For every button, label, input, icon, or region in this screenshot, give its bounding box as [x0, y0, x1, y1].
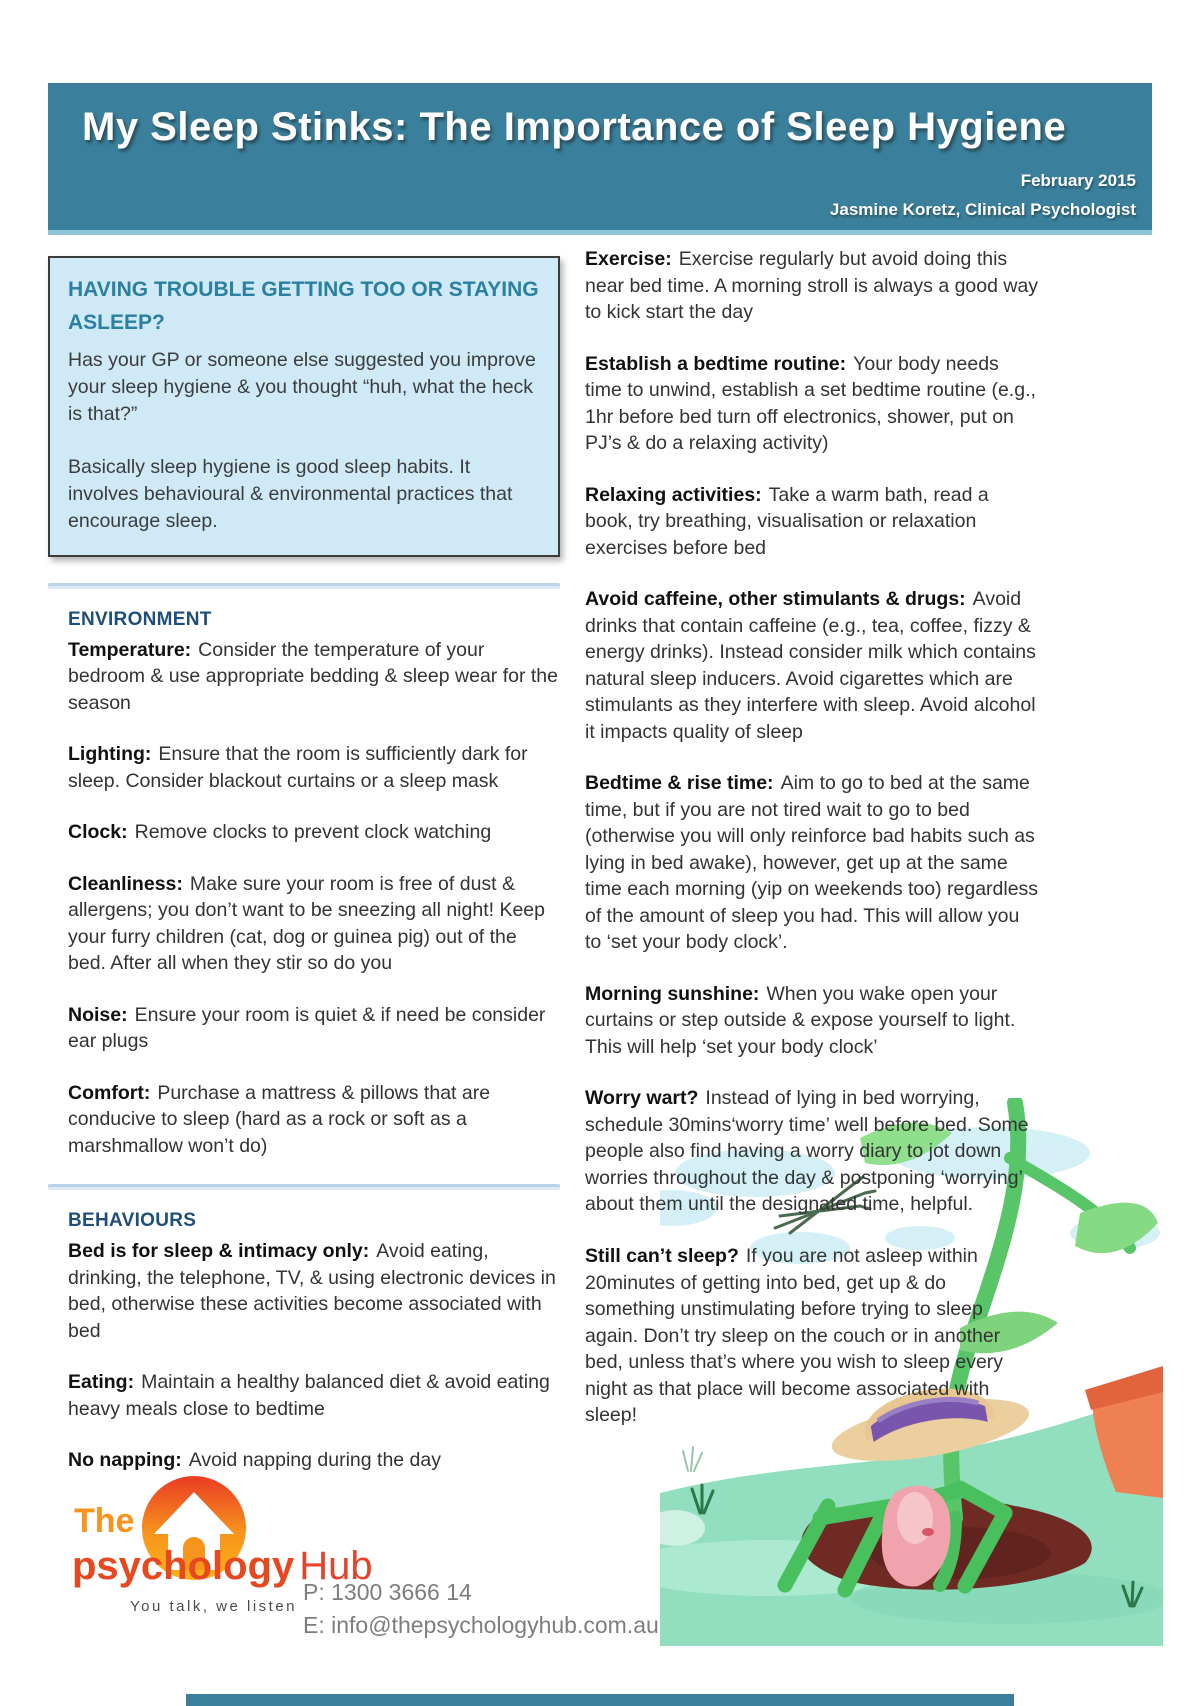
item-text: Avoid napping during the day [188, 1449, 441, 1472]
tip-item [585, 981, 1040, 1061]
intro-paragraph: Basically sleep hygiene is good sleep habits. It involves behavioural & environmental practices that encourage sleep. [68, 455, 513, 532]
behaviours-heading: BEHAVIOURS [68, 1210, 197, 1232]
item-text: Avoid drinks that contain caffeine (e.g., tea, coffee, fizzy & energy drinks). Instead consider milk which contains natural sleep inducers. Avoid cigarettes which are stimulants as they interfere with sleep. Avoid alcohol it impacts quality of sleep [585, 588, 1036, 743]
item-label: Still can’t sleep? [585, 1244, 739, 1267]
item-text: Take a warm bath, read a book, try breathing, visualisation or relaxation exercises before bed [585, 483, 989, 559]
contact-phone: P: 1300 3666 14 [303, 1579, 472, 1605]
item-label: Relaxing activities: [585, 483, 762, 506]
section-divider [48, 583, 560, 589]
item-label: Cleanliness: [68, 872, 183, 895]
environment-item [68, 1002, 560, 1055]
byline [830, 167, 1136, 225]
header-date: February 2015 [1020, 171, 1136, 190]
page-title: My Sleep Stinks: The Importance of Sleep Hygiene [82, 105, 1067, 149]
item-text: If you are not asleep within 20minutes of getting into bed, get up & do something unstimulating before trying to sleep again. Don’t try sleep on the couch or in another bed, unless that’s where you wish to sleep every night as that place will become associated with sleep! [585, 1244, 1004, 1427]
header-banner [48, 83, 1152, 235]
item-text: Your body needs time to unwind, establish a set bedtime routine (e.g., 1hr before bed turn off electronics, shower, put on PJ’s & do a relaxing activity) [585, 352, 1036, 455]
right-column [585, 246, 1040, 1454]
item-label: Eating: [68, 1371, 135, 1394]
item-label: Establish a bedtime routine: [585, 352, 847, 375]
item-label: Temperature: [68, 638, 192, 661]
tip-item [585, 351, 1040, 457]
logo-text-hub: Hub [299, 1544, 373, 1588]
item-label: No napping: [68, 1449, 182, 1472]
behaviours-item [68, 1238, 560, 1344]
intro-heading: HAVING TROUBLE GETTING TOO OR STAYING ASLEEP? [68, 278, 539, 334]
contact-details [303, 1576, 659, 1641]
tip-item [585, 770, 1040, 956]
tip-item [585, 1243, 1040, 1429]
behaviours-item [68, 1447, 560, 1474]
item-text: Aim to go to bed at the same time, but if you are not tired wait to go to bed (otherwise you will only reinforce bad habits such as lying in bed awake), however, get up at the same time each morning (yip on weekends too) regardless of the amount of sleep you had. This will allow you to ‘set your body clock’. [585, 772, 1039, 954]
item-text: Ensure your room is quiet & if need be consider ear plugs [68, 1003, 546, 1053]
intro-paragraph: Has your GP or someone else suggested you improve your sleep hygiene & you thought “huh, what the heck is that?” [68, 349, 536, 425]
environment-item [68, 871, 560, 977]
left-column [48, 256, 560, 1499]
item-text: Purchase a mattress & pillows that are conducive to sleep (hard as a rock or soft as a marshmallow won’t do) [68, 1081, 491, 1157]
item-label: Comfort: [68, 1081, 151, 1104]
header-author: Jasmine Koretz, Clinical Psychologist [829, 199, 1136, 219]
contact-email: E: info@thepsychologyhub.com.au [303, 1611, 659, 1638]
item-label: Morning sunshine: [585, 982, 760, 1005]
environment-item [68, 1080, 560, 1160]
item-text: Exercise regularly but avoid doing this near bed time. A morning stroll is always a good way to kick start the day [585, 248, 1039, 324]
item-text: Ensure that the room is sufficiently dark for sleep. Consider blackout curtains or a sleep mask [68, 743, 528, 792]
tip-item [585, 246, 1040, 326]
tip-item [585, 1085, 1040, 1218]
section-divider [48, 1184, 560, 1190]
item-label: Exercise: [585, 248, 672, 270]
item-text: Instead of lying in bed worrying, schedule 30mins‘worry time’ well before bed. Some people also find having a worry diary to jot down worries throughout the day & postponing ‘worrying’ about them until the designated time, helpful. [585, 1087, 1029, 1216]
item-label: Avoid caffeine, other stimulants & drugs: [585, 588, 966, 611]
item-label: Lighting: [68, 743, 152, 766]
item-label: Noise: [68, 1003, 128, 1026]
logo-text-the: The [74, 1502, 135, 1540]
tip-item [585, 586, 1040, 745]
item-label: Worry wart? [585, 1087, 699, 1110]
logo-text-psychology: psychology [72, 1544, 295, 1588]
item-text: When you wake open your curtains or step outside & expose yourself to light. This will help ‘set your body clock’ [585, 982, 1016, 1058]
tip-item [585, 482, 1040, 562]
logo-tagline: You talk, we listen [130, 1598, 298, 1615]
item-label: Clock: [68, 821, 128, 844]
environment-item [68, 637, 560, 717]
intro-box [48, 256, 560, 557]
environment-item [68, 819, 560, 846]
environment-heading: ENVIRONMENT [68, 608, 212, 630]
item-text: Remove clocks to prevent clock watching [134, 821, 492, 844]
item-text: Avoid eating, drinking, the telephone, TV, & using electronic devices in bed, otherwise these activities become associated with bed [68, 1240, 556, 1342]
item-label: Bed is for sleep & intimacy only: [68, 1240, 370, 1263]
item-text: Consider the temperature of your bedroom & use appropriate bedding & sleep wear for the season [68, 638, 558, 714]
item-text: Maintain a healthy balanced diet & avoid eating heavy meals close to bedtime [68, 1371, 550, 1420]
item-label: Bedtime & rise time: [585, 772, 774, 795]
environment-item [68, 741, 560, 794]
footer-bar [186, 1694, 1014, 1706]
item-text: Make sure your room is free of dust & allergens; you don’t want to be sneezing all night! Keep your furry children (cat, dog or guinea pig) out of the bed. After all when they stir so do you [68, 872, 545, 975]
behaviours-item [68, 1369, 560, 1422]
